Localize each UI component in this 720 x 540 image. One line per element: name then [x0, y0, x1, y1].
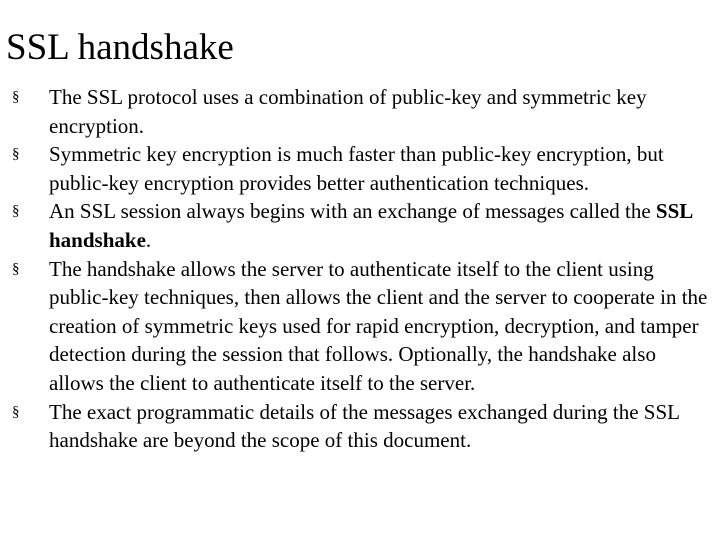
- bullet-item: [12, 140, 712, 197]
- bullet-text: The handshake allows the server to authenticate itself to the client using public-key techniques, then allows the client and the server to cooperate in the creation of symmetric keys used for rapid encryption, decryption, and tamper detection during the session that follows. Optionally, the handshake also allows the client to authenticate itself to the server.: [49, 256, 708, 395]
- bullet-emphasis: SSL handshake: [49, 199, 693, 252]
- bullet-text: The exact programmatic details of the messages exchanged during the SSL handshake are beyond the scope of this document.: [49, 399, 680, 453]
- bullet-item: [12, 197, 712, 254]
- bullet-text-after: .: [145, 227, 152, 252]
- bullet-item: [12, 83, 712, 140]
- bullet-list: [12, 83, 712, 455]
- bullet-item: [12, 255, 712, 398]
- bullet-marker-icon: §: [12, 146, 20, 163]
- bullet-marker-icon: §: [12, 403, 20, 420]
- bullet-text: [49, 199, 692, 252]
- bullet-marker-icon: §: [12, 89, 20, 105]
- slide-title: SSL handshake: [6, 27, 234, 68]
- bullet-marker-icon: §: [12, 260, 20, 277]
- bullet-item: [12, 398, 712, 455]
- bullet-text: Symmetric key encryption is much faster than public-key encryption, but public-key encryption provides better authentication techniques.: [49, 142, 664, 195]
- bullet-text-before: An SSL session always begins with an exchange of messages called the: [49, 199, 656, 224]
- bullet-text: The SSL protocol uses a combination of public-key and symmetric key encryption.: [49, 85, 647, 138]
- bullet-marker-icon: §: [12, 203, 20, 220]
